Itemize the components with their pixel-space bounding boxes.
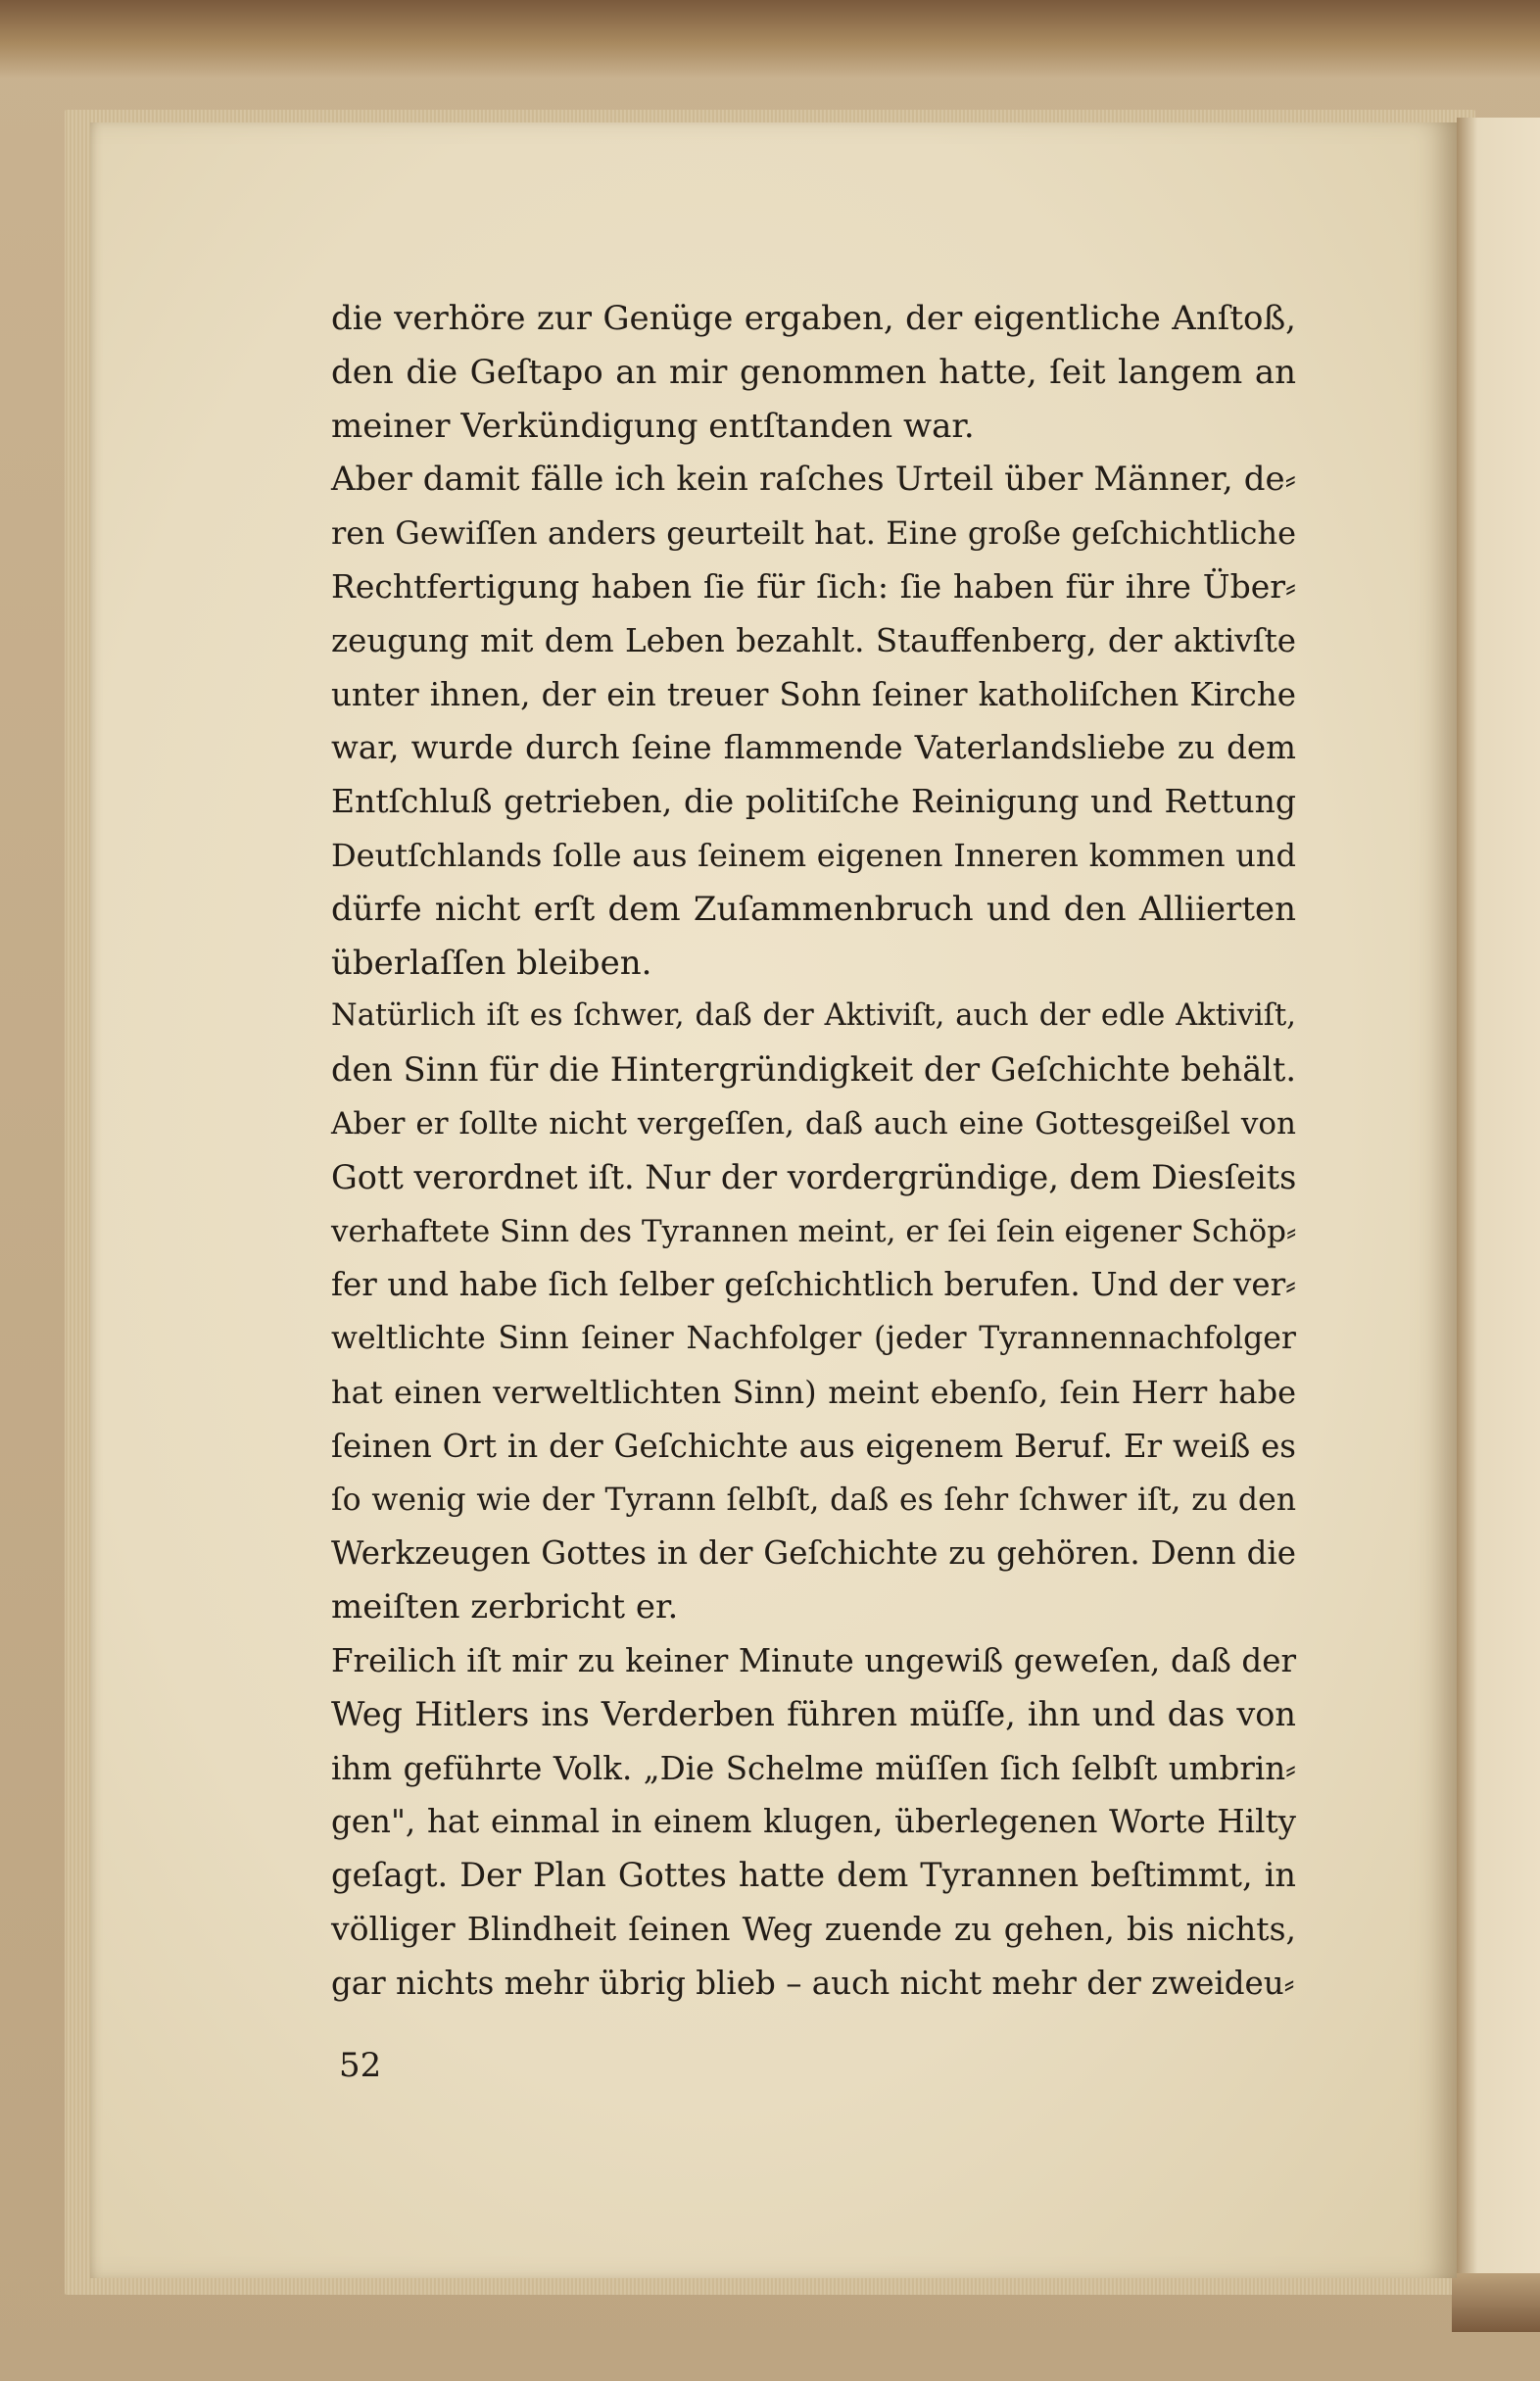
text-line: Entſchluß getrieben, die politiſche Reinigung und Rettung xyxy=(331,782,1296,821)
text-line: hat einen verweltlichten Sinn) meint ebenſo, ſein Herr habe xyxy=(331,1373,1296,1411)
cover-edge-shadow xyxy=(0,0,1540,78)
text-line: verhaftete Sinn des Tyrannen meint, er ſei ſein eigener Schöp⸗ xyxy=(331,1213,1297,1249)
text-line: gar nichts mehr übrig blieb – auch nicht mehr der zweideu⸗ xyxy=(331,1964,1295,2002)
text-line: ren Gewiſſen anders geurteilt hat. Eine große geſchichtliche xyxy=(331,514,1296,553)
paragraph xyxy=(331,292,1296,453)
text-line: ſo wenig wie der Tyrann ſelbſt, daß es ſehr ſchwer iſt, zu den xyxy=(331,1482,1296,1518)
text-line: Weg Hitlers ins Verderben führen müſſe, ihn und das von xyxy=(331,1694,1296,1733)
text-line: den die Geſtapo an mir genommen hatte, ſeit langem an xyxy=(331,352,1296,392)
text-line: Aber damit fälle ich kein raſches Urteil über Männer, de⸗ xyxy=(331,460,1296,500)
text-line: weltlichte Sinn ſeiner Nachfolger (jeder Tyrannennachfolger xyxy=(331,1321,1296,1357)
text-line: gen", hat einmal in einem klugen, überlegenen Worte Hilty xyxy=(331,1803,1296,1841)
text-line: zeugung mit dem Leben bezahlt. Stauffenberg, der aktivſte xyxy=(331,621,1296,659)
page-number: 52 xyxy=(339,2046,382,2085)
text-line: unter ihnen, der ein treuer Sohn ſeiner katholiſchen Kirche xyxy=(331,675,1296,713)
text-line: Gott verordnet iſt. Nur der vordergründige, dem Diesſeits xyxy=(331,1157,1297,1196)
page-body-text xyxy=(331,292,1296,2011)
text-line: Natürlich iſt es ſchwer, daß der Aktiviſt, auch der edle Aktiviſt, xyxy=(331,998,1296,1034)
paragraph xyxy=(331,453,1296,990)
text-line: völliger Blindheit ſeinen Weg zuende zu gehen, bis nichts, xyxy=(331,1909,1296,1948)
text-line: ſeinen Ort in der Geſchichte aus eigenem Beruf. Er weiß es xyxy=(331,1427,1296,1465)
text-line: Werkzeugen Gottes in der Geſchichte zu gehören. Denn die xyxy=(331,1534,1296,1573)
facing-page-edge xyxy=(1457,118,1540,2298)
text-line: ihm geführte Volk. „Die Schelme müſſen ſich ſelbſt umbrin⸗ xyxy=(331,1749,1296,1787)
text-line: Deutſchlands ſolle aus ſeinem eigenen Inneren kommen und xyxy=(331,836,1296,874)
text-line: dürfe nicht erſt dem Zuſammenbruch und den Alliierten xyxy=(331,889,1296,929)
text-line: die verhöre zur Genüge ergaben, der eigentliche Anſtoß, xyxy=(331,299,1296,338)
text-line: Aber er ſollte nicht vergeſſen, daß auch eine Gottesgeißel von xyxy=(331,1105,1296,1142)
text-line: meiſten zerbricht er. xyxy=(331,1587,679,1628)
text-line: meiner Verkündigung entſtanden war. xyxy=(331,406,975,446)
text-line: Freilich iſt mir zu keiner Minute ungewiß geweſen, daß der xyxy=(331,1641,1296,1679)
paragraph xyxy=(331,1634,1296,2011)
text-line: Rechtfertigung haben ſie für ſich: ſie haben für ihre Über⸗ xyxy=(331,566,1296,606)
text-line: überlaſſen bleiben. xyxy=(331,943,652,983)
text-line: geſagt. Der Plan Gottes hatte dem Tyrannen beſtimmt, in xyxy=(331,1856,1296,1895)
text-line: den Sinn für die Hintergründigkeit der Geſchichte behält. xyxy=(331,1050,1296,1090)
binding-corner xyxy=(1452,2273,1540,2332)
text-line: fer und habe ſich ſelber geſchichtlich berufen. Und der ver⸗ xyxy=(331,1266,1296,1304)
text-line: war, wurde durch ſeine flammende Vaterlandsliebe zu dem xyxy=(331,729,1296,767)
paragraph xyxy=(331,990,1296,1634)
